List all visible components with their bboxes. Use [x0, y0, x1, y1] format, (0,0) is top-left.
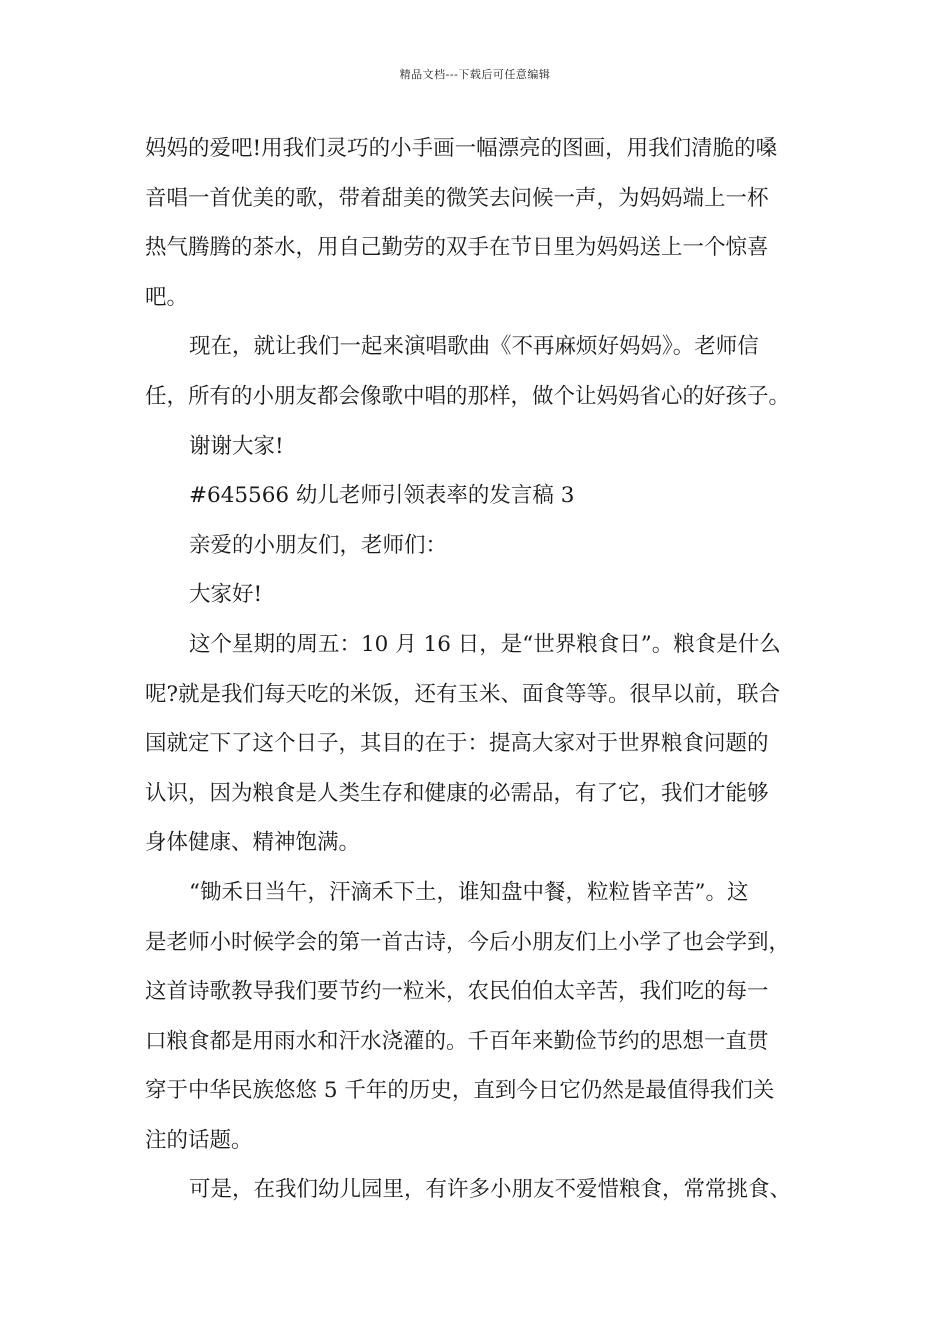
- text-line: 现在，就让我们一起来演唱歌曲《不再麻烦好妈妈》。老师信: [189, 334, 759, 360]
- text-line: “锄禾日当午，汗滴禾下土，谁知盘中餐，粒粒皆辛苦”。这: [189, 879, 749, 905]
- text-line: 身体健康、精神饱满。: [145, 830, 361, 856]
- text-line: 国就定下了这个日子，其目的在于：提高大家对于世界粮食问题的: [145, 731, 769, 757]
- text-line: 任，所有的小朋友都会像歌中唱的那样，做个让妈妈省心的好孩子。: [145, 383, 791, 409]
- document-body: [145, 131, 825, 1222]
- page-header: 精品文档---下载后可任意编辑: [399, 68, 551, 81]
- text-line: #645566 幼儿老师引领表率的发言稿 3: [189, 483, 575, 509]
- text-line: 呢?就是我们每天吃的米饭，还有玉米、面食等等。很早以前，联合: [145, 681, 781, 707]
- text-line: 这首诗歌教导我们要节约一粒米，农民伯伯太辛苦，我们吃的每一: [145, 979, 769, 1005]
- text-line: 认识，因为粮食是人类生存和健康的必需品，有了它，我们才能够: [145, 780, 769, 806]
- text-line: 这个星期的周五：10 月 16 日，是“世界粮食日”。粮食是什么: [189, 631, 781, 657]
- text-line: 口粮食都是用雨水和汗水浇灌的。千百年来勤俭节约的思想一直贯: [145, 1028, 769, 1054]
- text-line: 注的话题。: [145, 1127, 253, 1153]
- text-line: 妈妈的爱吧!用我们灵巧的小手画一幅漂亮的图画，用我们清脆的嗓: [145, 136, 778, 161]
- text-line: 亲爱的小朋友们，老师们：: [189, 532, 448, 558]
- text-line: 穿于中华民族悠悠 5 千年的历史，直到今日它仍然是最值得我们关: [145, 1078, 775, 1104]
- text-line: 谢谢大家!: [189, 433, 284, 459]
- text-line: 大家好!: [189, 582, 263, 608]
- text-line: 音唱一首优美的歌，带着甜美的微笑去问候一声，为妈妈端上一杯: [145, 185, 769, 211]
- text-line: 热气腾腾的茶水，用自己勤劳的双手在节日里为妈妈送上一个惊喜: [145, 235, 769, 261]
- text-line: 吧。: [145, 284, 189, 310]
- text-line: 是老师小时候学会的第一首古诗，今后小朋友们上小学了也会学到，: [145, 929, 791, 955]
- text-line: 可是，在我们幼儿园里，有许多小朋友不爱惜粮食，常常挑食、: [189, 1177, 792, 1203]
